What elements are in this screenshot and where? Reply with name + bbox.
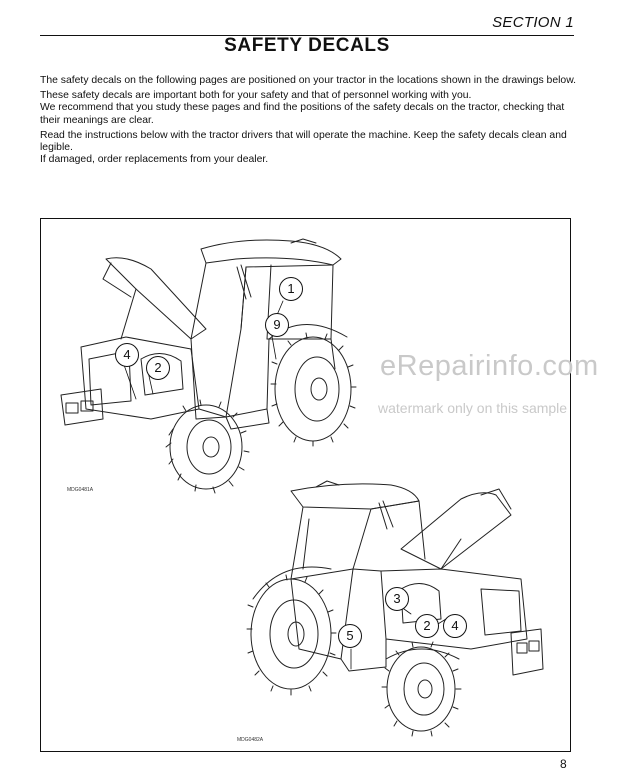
callout-9: 9 bbox=[265, 313, 289, 337]
intro-paragraph-4: Read the instructions below with the tractor drivers that will operate the machine. Keep the safety decals clean and legible. bbox=[40, 129, 567, 154]
callout-3: 3 bbox=[385, 587, 409, 611]
callout-1: 1 bbox=[279, 277, 303, 301]
intro-paragraph-3: We recommend that you study these pages and find the positions of the safety decals on the tractor, checking that their meanings are clear. bbox=[40, 102, 565, 126]
page-title: SAFETY DECALS bbox=[224, 35, 390, 56]
callout-4-top: 4 bbox=[115, 343, 139, 367]
watermark-note: watermark only on this sample bbox=[378, 400, 568, 416]
callout-5: 5 bbox=[338, 624, 362, 648]
intro-paragraph-1: The safety decals on the following pages are positioned on your tractor in the locations shown in the drawings below. bbox=[40, 75, 577, 86]
tractor-drawing-top bbox=[61, 239, 356, 493]
intro-text bbox=[40, 75, 580, 166]
callout-4-bottom: 4 bbox=[443, 614, 467, 638]
intro-paragraph-2: These safety decals are important both for your safety and that of personnel working with you. bbox=[40, 90, 472, 102]
section-header: SECTION 1 bbox=[492, 14, 574, 31]
callout-2-bottom: 2 bbox=[415, 614, 439, 638]
figure-code-bottom: MDG0482A bbox=[237, 737, 264, 743]
intro-paragraph-5: If damaged, order replacements from your dealer. bbox=[40, 154, 269, 166]
figure-code-top: MDG0481A bbox=[67, 487, 94, 493]
page-number: 8 bbox=[560, 757, 567, 771]
callout-2-top: 2 bbox=[146, 356, 170, 380]
decal-location-figure bbox=[40, 218, 571, 752]
watermark-brand: eRepairinfo.com bbox=[380, 350, 599, 382]
